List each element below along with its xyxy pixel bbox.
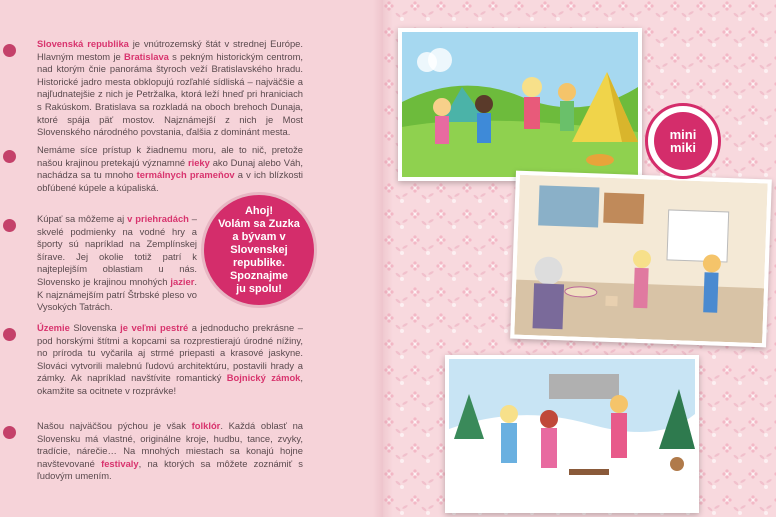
body-text: Slovenska [69, 322, 121, 333]
highlight-term: v priehradách [127, 213, 189, 224]
highlight-term: folklór [191, 420, 221, 431]
body-text: je vnútrozemský štát v strednej Európe. Hlavným mestom je [37, 38, 303, 62]
body-text: ako Dunaj alebo Váh, nachádza sa tu mnoho [37, 156, 303, 181]
speech-bubble [204, 195, 314, 305]
book-spine [373, 0, 393, 517]
body-text: , okamžite sa ocitnete v rozprávke! [37, 372, 303, 396]
bullet-1 [3, 44, 16, 57]
kitchen-scene [514, 175, 767, 344]
left-page [0, 0, 383, 517]
highlight-term: Bojnický zámok [226, 372, 301, 384]
bullet-2 [3, 150, 16, 163]
paragraph-5 [37, 420, 303, 483]
bullet-4 [3, 328, 16, 341]
paragraph-2 [37, 144, 303, 194]
highlight-term: jazier [170, 275, 195, 287]
bullet-3 [3, 219, 16, 232]
bullet-5 [3, 426, 16, 439]
illustration-kitchen [510, 171, 772, 348]
body-text: . Každá oblasť na Slovensku má vlastné, originálne kroje, hudbu, tance, zvyky, tradície, nárečie… Na mnohých miestach sa konajú hojne navštevované [37, 420, 303, 469]
highlight-term: festivaly [101, 457, 139, 469]
logo-line-2: miki [669, 140, 696, 155]
body-text: – skvelé podmienky na vodné hry a športy sú napríklad na Zemplínskej šírave. Jej okolie totiž patrí k najteplejším oblastiam u nás. Slovensko je krajinou mnohých [37, 213, 198, 287]
paragraph-3 [37, 213, 197, 314]
illustration-winter [445, 355, 699, 513]
body-text: a v ich blízkosti obľúbené kúpele a kúpaliská. [37, 169, 303, 193]
paragraph-4 [37, 322, 303, 398]
body-text: s pekným historickým centrom, nad ktorým čnie panoráma štyroch veží Bratislavského hradu. Historické jadro mesta obklopujú rozľahlé sídliská – najväčšie a najľudnatejšie z nich je Petržalka, ktorá leží hneď pri hraniciach s Rakúskom. Bratislava sa rozkladá na oboch brehoch Dunaja, ktoré spája päť mostov. Najznámejší z nich je Most Slovenského národného povstania, ďalšia z dominánt mesta. [37, 50, 303, 138]
paragraph-1 [37, 38, 303, 139]
illustration-camping [398, 28, 642, 181]
body-text: . K najznámejším patrí Štrbské pleso vo Vysokých Tatrách. [37, 275, 197, 313]
camping-scene [402, 32, 638, 177]
highlight-term: je veľmi pestré [120, 322, 189, 333]
winter-scene [449, 359, 695, 509]
body-text: a jednoducho prekrásne – pod horskými štítmi a kopcami sa rozprestierajú úrodné nížiny, no príroda tu vyčarila aj strmé priepasti a krasové jaskyne. Slováci vytvorili malebnú ľudovú architektúru, postavili hrady a zámky. Ak napríklad navštívite romantický [37, 322, 303, 384]
highlight-term: rieky [187, 156, 210, 168]
right-page [383, 0, 776, 517]
highlight-term: Slovenská republika [37, 38, 129, 49]
highlight-term: Územie [37, 322, 70, 333]
body-text: , na ktorých sa môžete zoznámiť s ľudovým umením. [37, 457, 303, 482]
highlight-term: Bratislava [124, 50, 169, 62]
speech-bubble-text: Ahoj! Volám sa Zuzka a bývam v Slovenskej republike. Spoznajme ju spolu! [218, 204, 300, 295]
highlight-term: termálnych prameňov [136, 169, 235, 181]
logo-line-1: mini [669, 127, 697, 142]
body-text: Našou najväčšou pýchou je však [37, 420, 192, 431]
body-text: Nemáme síce prístup k žiadnemu moru, ale to nič, pretože našou krajinou pretekajú významné [37, 144, 303, 168]
mini-miki-logo [645, 103, 721, 179]
body-text: Kúpať sa môžeme aj [37, 213, 128, 224]
